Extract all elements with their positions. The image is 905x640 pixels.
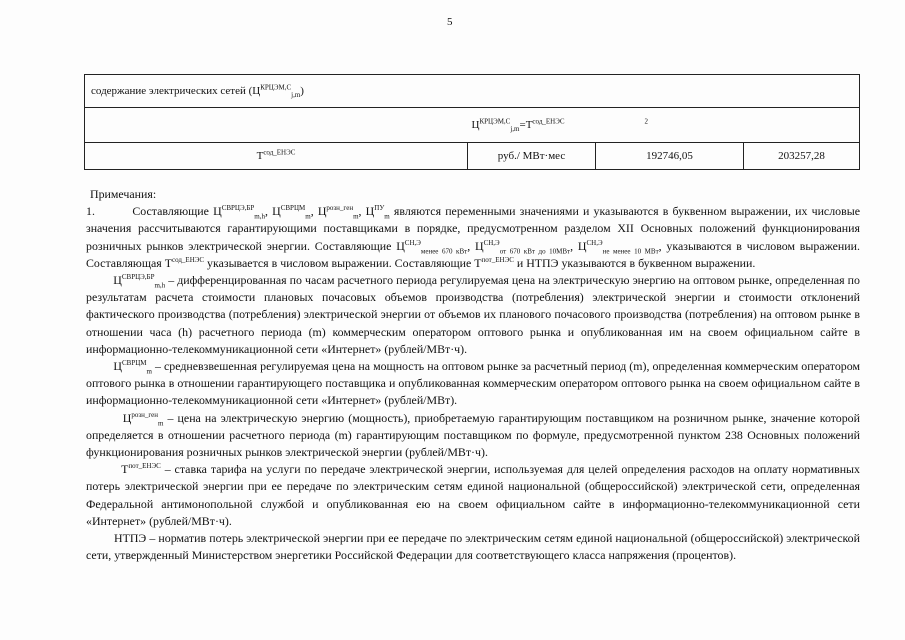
definition-text: – ставка тарифа на услуги по передаче электрической энергии, используемая для целей определения расходов на оплату нормативных потерь электрической энергии при ее передаче по электрическим сетям единой национальной (общероссийской) электрической сети, определенная Федеральной антимонопольной службой и опубликованная ею на своем официальном сайте в информационно-телекоммуникационной сети «Интернет» (рублей/МВт·ч). xyxy=(86,462,860,528)
sup: розн_ген xyxy=(131,410,158,419)
sup: СН,Э xyxy=(586,238,603,247)
sub: m,h xyxy=(154,281,166,290)
row-close: ) xyxy=(300,85,304,97)
formula xyxy=(471,117,649,134)
symbol: Ц xyxy=(474,238,484,253)
sub: не менее 10 МВт xyxy=(602,246,659,255)
symbol: Ц xyxy=(365,204,375,219)
symbol: Ц xyxy=(317,204,327,219)
sub: m xyxy=(353,212,359,221)
component-6 xyxy=(475,239,570,253)
note-text: указываются в числовом выражении. Составляющая xyxy=(86,238,860,270)
symbol: Т xyxy=(474,255,482,270)
definition-text: – дифференцированная по часам расчетного периода регулируемая цена на электрическую энергию на оптовом рынке, определенная по результатам расчета стоимости плановых почасовых объемов производства (потребления) электрической энергии и стоимости отклонений фактического производства (потребления) электрической энергии от объемов их планового почасового производства (потребления) на оптовом рынке в отношении часа (h) расчетного периода (m) коммерческим оператором оптового рынка и опубликованная им на своем официальном сайте в информационно-телекоммуникационной сети «Интернет» (рублей/МВт·ч). xyxy=(86,273,860,356)
sup: СН,Э xyxy=(404,238,421,247)
table-cell-empty xyxy=(85,108,468,143)
table-cell-value-1: 192746,05 xyxy=(596,143,744,170)
row-sub: j,m xyxy=(291,91,301,100)
sup: СВРЦЭ,БР xyxy=(221,204,255,213)
table-cell-symbol xyxy=(85,143,468,170)
page-number: 5 xyxy=(447,16,453,28)
sup: пот_ЕНЭС xyxy=(128,462,161,471)
t-sup: сод_ЕНЭС xyxy=(263,148,296,157)
note-paragraph-6 xyxy=(86,530,860,564)
sub: m xyxy=(305,212,311,221)
note-text: и НТПЭ указываются в буквенном выражении. xyxy=(516,255,756,270)
component-8 xyxy=(165,256,204,270)
formula-sup: КРЦЭМ,С xyxy=(479,117,511,126)
component-1 xyxy=(213,204,265,221)
table-cell-formula xyxy=(468,108,860,143)
t-symbol: Т xyxy=(256,150,264,162)
table-cell-value-2: 203257,28 xyxy=(744,143,860,170)
sub: m,h xyxy=(254,212,265,221)
definition-text: – средневзвешенная регулируемая цена на мощность на оптовом рынке за расчетный период (m), определенная коммерческим оператором оптового рынка в отношении гарантирующего поставщика и опубликованная коммерческим оператором оптового рынка на своем официальном сайте в информационно-телекоммуникационной сети «Интернет» (рублей/МВт). xyxy=(86,359,860,408)
component-3 xyxy=(317,204,359,221)
sup: СВРЦМ xyxy=(280,204,306,213)
note-text: указывается в числовом выражении. Составляющие xyxy=(207,255,472,270)
notes-heading: Примечания: xyxy=(90,187,157,201)
note-paragraph-5 xyxy=(86,461,860,530)
sup: СВРЦМ xyxy=(122,359,147,368)
component-9 xyxy=(474,256,514,270)
sup: СВРЦЭ,БР xyxy=(121,273,155,282)
definition-text: – цена на электрическую энергию (мощность), приобретаемую гарантирующим поставщиком на розничном рынке, значение которой определяется в отношении расчетного периода (m) гарантирующим поставщиком по формуле, предусмотренной пунктом 238 Основных положений функционирования розничных рынков электрической энергии (рублей/МВт·ч). xyxy=(86,410,860,460)
note-number: 1. xyxy=(86,204,95,219)
symbol: Ц xyxy=(396,238,405,253)
definition-text: НТПЭ – норматив потерь электрической энергии при ее передаче по электрическим сетям единой национальной (общероссийской) электрической сети, утвержденный Министерством энергетики Российской Федерации для соответствующего класса напряжения (процентов). xyxy=(86,531,860,563)
formula-eq: =Т xyxy=(519,119,533,131)
row-description: содержание электрических сетей (Ц xyxy=(91,85,261,97)
table-row xyxy=(85,108,860,143)
symbol: Ц xyxy=(113,273,122,288)
note-text: Составляющие xyxy=(132,204,209,219)
notes-section xyxy=(86,186,860,564)
symbol: Ц xyxy=(113,359,123,374)
sub: m xyxy=(384,212,390,221)
note-paragraph-4 xyxy=(86,410,860,462)
symbol: Т xyxy=(121,462,129,477)
sup: СН,Э xyxy=(483,238,500,247)
symbol: Ц xyxy=(272,204,281,219)
component-2 xyxy=(272,204,311,221)
symbol: Ц xyxy=(577,238,587,253)
sup: розн_ген xyxy=(326,204,354,213)
sub: m xyxy=(146,367,152,376)
definition-symbol xyxy=(121,462,161,476)
table-row xyxy=(85,143,860,170)
definition-symbol xyxy=(113,273,166,290)
note-text: являются переменными значениями и указываются в буквенном выражении, их числовые значения рассчитываются гарантирующими поставщиками в порядке, предусмотренном разделом XII Основных положений функционирования розничных рынков электрической энергии. Составляющие xyxy=(86,204,860,253)
component-4 xyxy=(365,204,390,221)
formula-t-sup: сод_ЕНЭС xyxy=(532,117,565,126)
table-row xyxy=(85,75,860,108)
formula-sub: j,m xyxy=(510,125,520,134)
sup: сод_ЕНЭС xyxy=(171,255,205,264)
sub: менее 670 кВт xyxy=(420,246,468,255)
formula-exponent: 2 xyxy=(644,117,649,126)
component-7 xyxy=(578,239,659,253)
table-cell-description xyxy=(85,75,860,108)
note-paragraph-3 xyxy=(86,358,860,410)
definition-symbol xyxy=(113,359,152,376)
note-paragraph-2 xyxy=(86,272,860,358)
table-cell-unit: руб./ МВт·мес xyxy=(468,143,596,170)
note-paragraph-1: 1. Составляющие $Ц^{СВРЦЭ,БР}_{m,h}$, $Ц^{СВРЦМ}_m$, $Ц^{розн\_ген}_m$, $Ц^{ПУ}_m$ являются переменными значениями и указываются в буквенном выражении, их числовые значения рассчитываются гарантирующими поставщиками в порядке, предусмотренном разделом XII Основных положений функционирования розничных рынков электрической энергии. Составляющие $Ц^{СН,Э}_{менее 670 кВт}$, $Ц^{СН,Э}_{от 670 кВт до 10МВт}$, $Ц^{СН,Э}_{не менее 10 МВт}$, указываются в числовом выражении. Составляющая $Т^{сод\_ЕНЭС}$ указывается в числовом выражении. Составляющие $Т^{пот\_ЕНЭС}$ и НТПЭ указываются в буквенном выражении. xyxy=(86,204,860,270)
formula-symbol: Ц xyxy=(471,119,480,131)
tariff-table xyxy=(84,74,860,170)
sub: от 670 кВт до 10МВт xyxy=(499,246,571,255)
sup: пот_ЕНЭС xyxy=(481,255,514,264)
sub: m xyxy=(157,419,164,428)
symbol: Т xyxy=(164,255,172,270)
symbol: Ц xyxy=(213,204,222,219)
sup: ПУ xyxy=(374,204,385,213)
component-5 xyxy=(396,239,467,253)
row-sup: КРЦЭМ,С xyxy=(260,83,292,92)
definition-symbol xyxy=(122,410,164,428)
symbol: Ц xyxy=(122,410,132,425)
